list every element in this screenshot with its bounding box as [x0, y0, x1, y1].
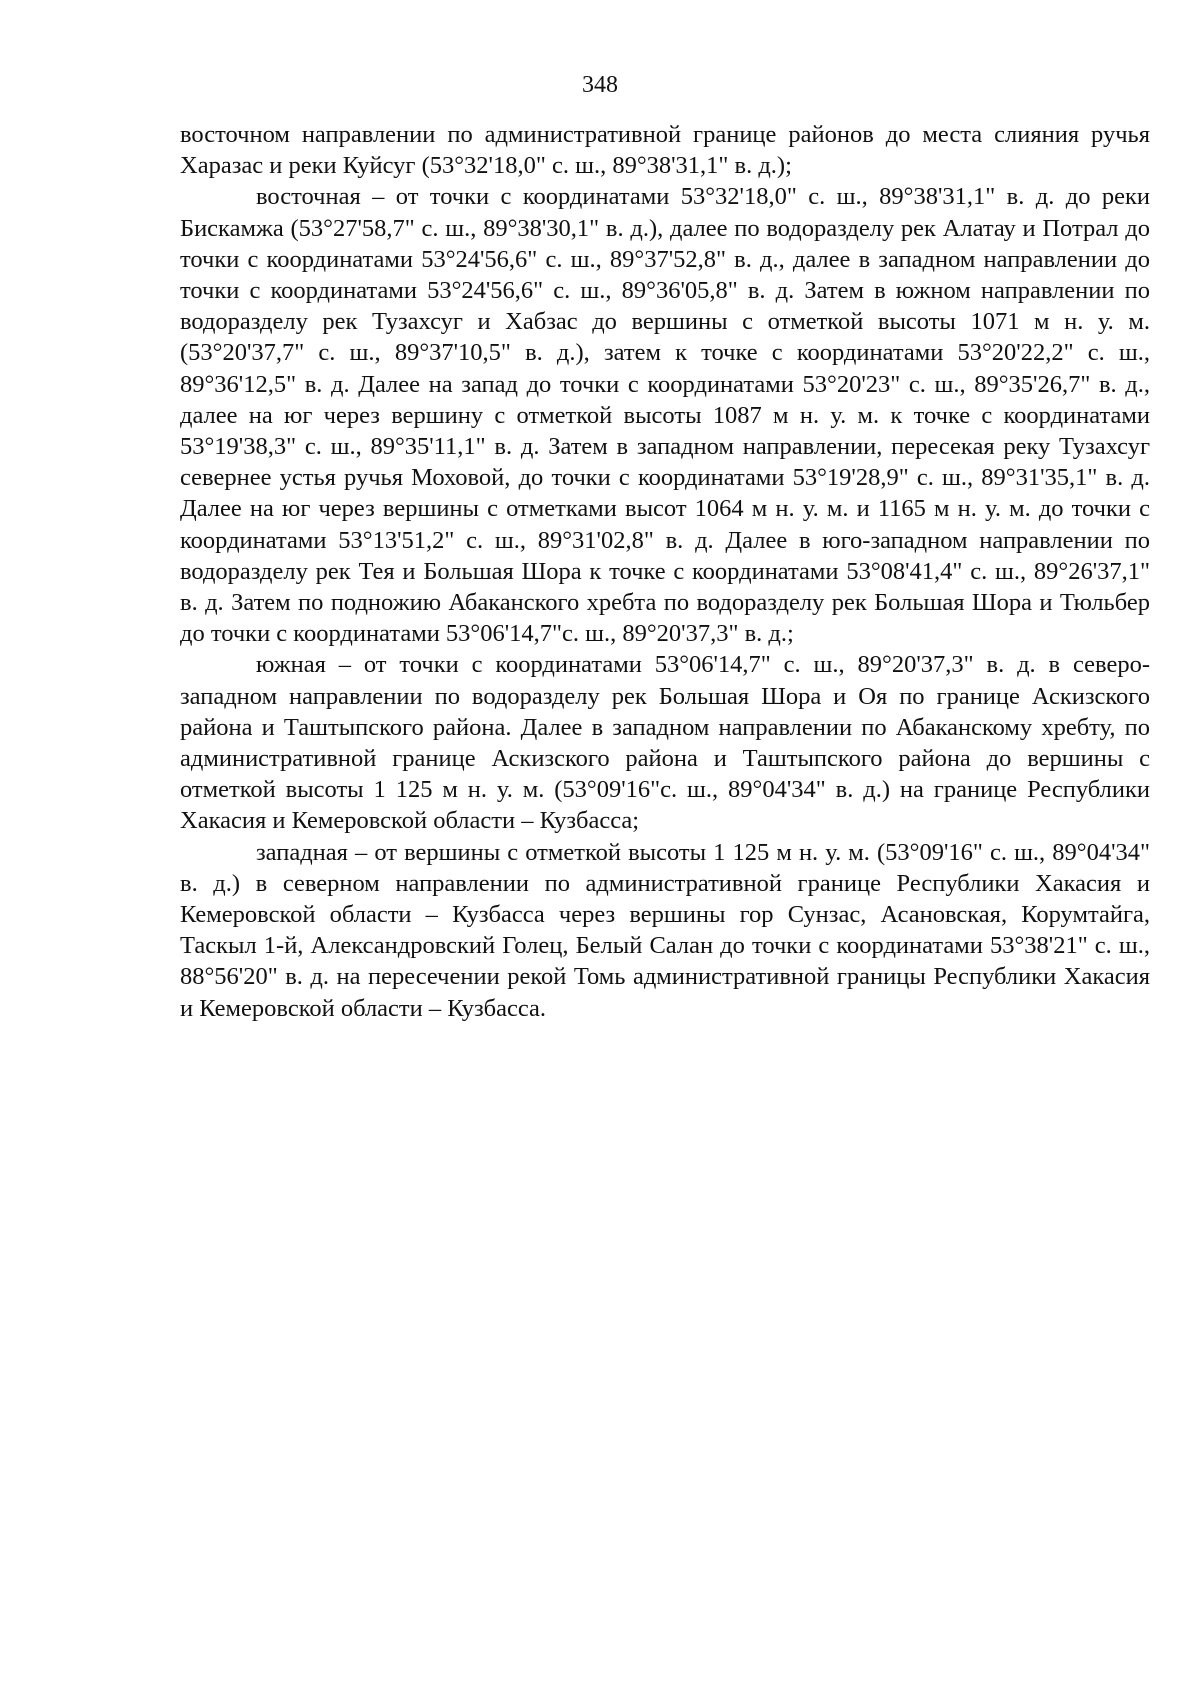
- paragraph-southern-boundary: южная – от точки с координатами 53°06'14,7" с. ш., 89°20'37,3" в. д. в северо-западном направлении по водоразделу рек Большая Шора и Оя по границе Аскизского района и Таштыпского района. Далее в западном направлении по Абаканскому хребту, по административной границе Аскизского района и Таштыпского района до вершины с отметкой высоты 1 125 м н. у. м. (53°09'16"с. ш., 89°04'34" в. д.) на границе Республики Хакасия и Кемеровской области – Кузбасса;: [180, 651, 1150, 835]
- document-body: [180, 119, 1150, 1024]
- paragraph-western-boundary: западная – от вершины с отметкой высоты 1 125 м н. у. м. (53°09'16" с. ш., 89°04'34" в. д.) в северном направлении по административной границе Республики Хакасия и Кемеровской области – Кузбасса через вершины гор Сунзас, Асановская, Корумтайга, Таскыл 1-й, Александровский Голец, Белый Салан до точки с координатами 53°38'21" с. ш., 88°56'20" в. д. на пересечении рекой Томь административной границы Республики Хакасия и Кемеровской области – Кузбасса.: [180, 838, 1150, 1022]
- paragraph-continuation: восточном направлении по административной границе районов до места слияния ручья Харазас и реки Куйсуг (53°32'18,0" с. ш., 89°38'31,1" в. д.);: [180, 121, 1150, 180]
- paragraph-eastern-boundary: восточная – от точки с координатами 53°32'18,0" с. ш., 89°38'31,1" в. д. до реки Бискамжа (53°27'58,7" с. ш., 89°38'30,1" в. д.), далее по водоразделу рек Алатау и Потрал до точки с координатами 53°24'56,6" с. ш., 89°37'52,8" в. д., далее в западном направлении до точки с координатами 53°24'56,6" с. ш., 89°36'05,8" в. д. Затем в южном направлении по водоразделу рек Тузахсуг и Хабзас до вершины с отметкой высоты 1071 м н. у. м. (53°20'37,7" с. ш., 89°37'10,5" в. д.), затем к точке с координатами 53°20'22,2" с. ш., 89°36'12,5" в. д. Далее на запад до точки с координатами 53°20'23" с. ш., 89°35'26,7" в. д., далее на юг через вершину с отметкой высоты 1087 м н. у. м. к точке с координатами 53°19'38,3" с. ш., 89°35'11,1" в. д. Затем в западном направлении, пересекая реку Тузахсуг севернее устья ручья Моховой, до точки с координатами 53°19'28,9" с. ш., 89°31'35,1" в. д. Далее на юг через вершины с отметками высот 1064 м н. у. м. и 1165 м н. у. м. до точки с координатами 53°13'51,2" с. ш., 89°31'02,8" в. д. Далее в юго-западном направлении по водоразделу рек Тея и Большая Шора к точке с координатами 53°08'41,4" с. ш., 89°26'37,1" в. д. Затем по подножию Абаканского хребта по водоразделу рек Большая Шора и Тюльбер до точки с координатами 53°06'14,7"с. ш., 89°20'37,3" в. д.;: [180, 183, 1150, 648]
- page-number: 348: [582, 72, 618, 98]
